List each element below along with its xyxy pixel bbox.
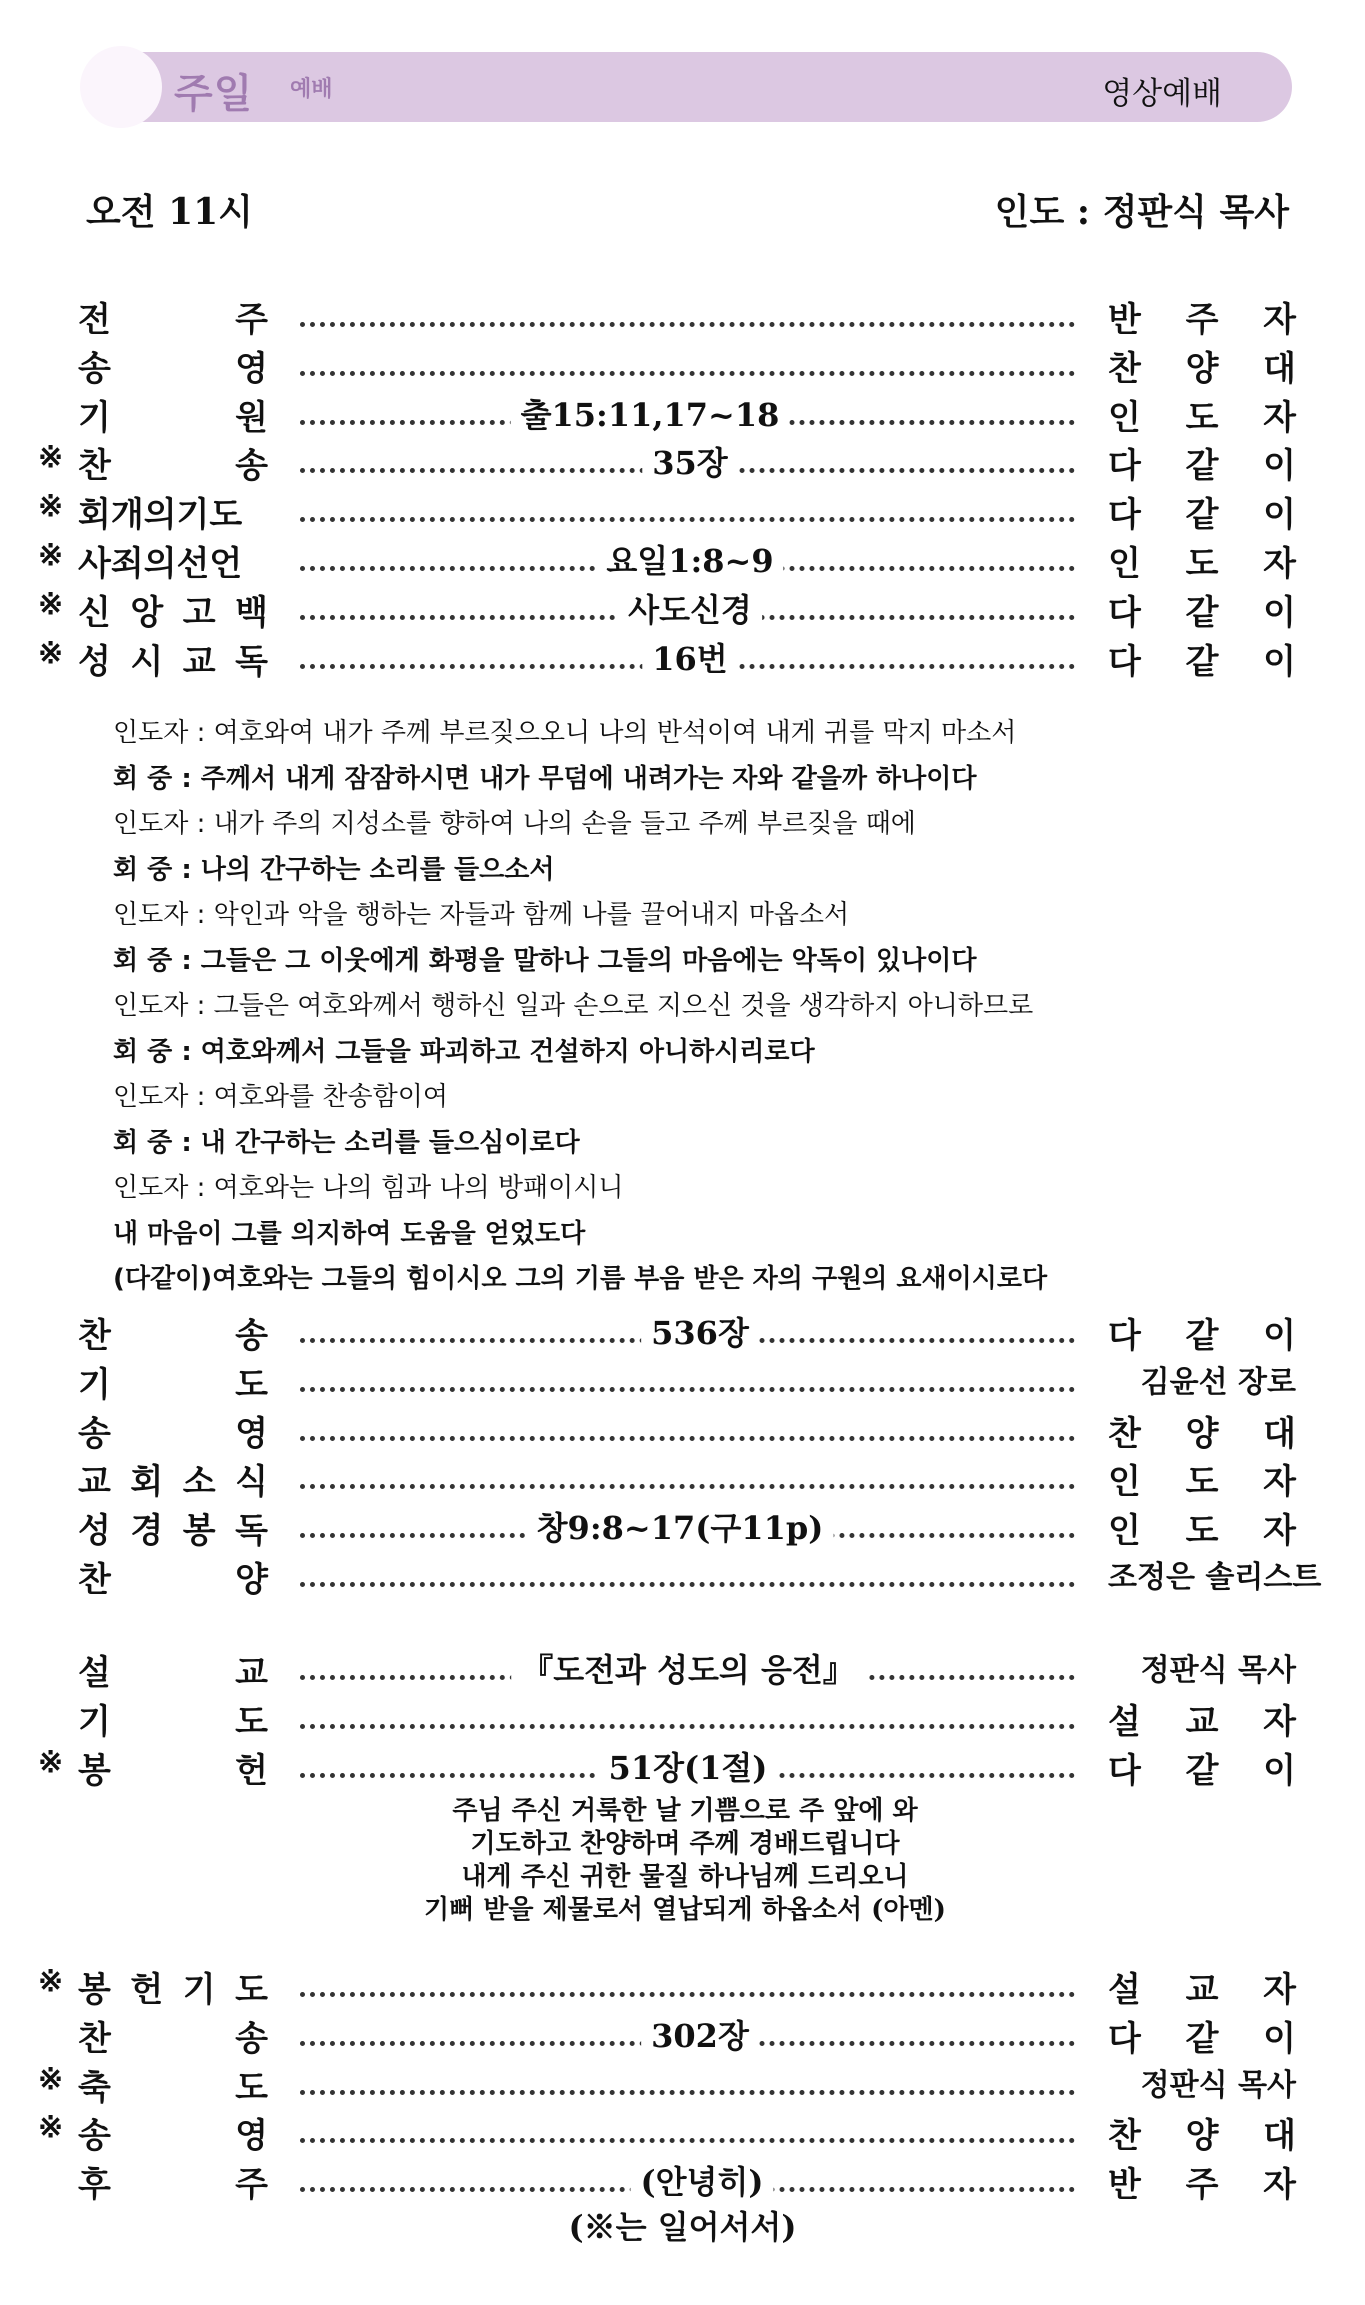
standing-mark: ※ xyxy=(38,1744,64,1780)
order-row xyxy=(0,1962,1365,2010)
order-row xyxy=(0,1406,1365,1454)
order-item-label: 찬 송 xyxy=(78,1316,268,1356)
order-item-detail: 출15:11,17~18 xyxy=(511,390,790,436)
verse-line: 기도하고 찬양하며 주께 경배드립니다 xyxy=(470,1829,900,1859)
order-row xyxy=(0,390,1365,438)
order-item-responder: 정판식 목사 xyxy=(1140,2067,1296,2103)
order-row xyxy=(0,1308,1365,1356)
reading-line: 인도자 : 내가 주의 지성소를 향하여 나의 손을 들고 주께 부르짖을 때에 xyxy=(113,809,916,839)
order-item-label: 성 시 교 독 xyxy=(78,641,268,682)
verse-line: 주님 주신 거룩한 날 기쁨으로 주 앞에 와 xyxy=(452,1796,918,1826)
standing-note: (※는 일어서서) xyxy=(568,2208,797,2246)
dotted-leader xyxy=(300,1694,1075,1742)
order-item-responder: 다 같 이 xyxy=(1108,446,1296,487)
order-row xyxy=(0,585,1365,633)
order-item-responder: 찬 양 대 xyxy=(1108,348,1296,389)
order-item-responder: 정판식 목사 xyxy=(1140,1653,1296,1688)
order-item-label: 축 도 xyxy=(78,2067,268,2108)
order-item-label: 기 원 xyxy=(78,397,268,438)
order-item-responder: 다 같 이 xyxy=(1108,641,1296,682)
order-item-responder: 다 같 이 xyxy=(1108,1316,1296,1356)
standing-mark: ※ xyxy=(38,489,64,525)
order-item-responder: 조정은 솔리스트 xyxy=(1108,1560,1322,1595)
order-item-responder: 인 도 자 xyxy=(1108,397,1296,438)
order-item-detail: 『도전과 성도의 응전』 xyxy=(511,1645,865,1691)
order-item-label: 회개의기도 xyxy=(78,495,243,536)
order-item-responder: 다 같 이 xyxy=(1108,592,1296,633)
order-row xyxy=(0,2157,1365,2205)
order-item-label: 기 도 xyxy=(78,1701,268,1742)
reading-line: 인도자 : 여호와를 찬송함이여 xyxy=(113,1082,448,1112)
order-item-responder: 설 교 자 xyxy=(1108,1701,1296,1742)
reading-line: 인도자 : 그들은 여호와께서 행하신 일과 손으로 지으신 것을 생각하지 아니하므로 xyxy=(113,991,1034,1021)
offering-verse xyxy=(300,1795,1070,1927)
standing-mark: ※ xyxy=(38,586,64,622)
dotted-leader xyxy=(300,1357,1075,1405)
order-row xyxy=(0,1454,1365,1502)
reading-line: 내 마음이 그를 의지하여 도움을 얻었도다 xyxy=(113,1218,586,1249)
banner-subtitle: 예배 xyxy=(290,77,333,102)
order-row xyxy=(0,1743,1365,1791)
order-item-detail: 302장 xyxy=(641,2011,759,2057)
standing-mark: ※ xyxy=(38,635,64,671)
reading-line: 회 중 : 나의 간구하는 소리를 들으소서 xyxy=(113,854,555,885)
order-item-responder: 다 같 이 xyxy=(1108,495,1296,536)
dotted-leader xyxy=(300,1962,1075,2010)
dotted-leader xyxy=(300,1552,1075,1600)
order-item-label: 교 회 소 식 xyxy=(78,1462,268,1503)
order-item-label: 송 영 xyxy=(78,1413,268,1454)
order-row xyxy=(0,341,1365,389)
order-item-label: 신 앙 고 백 xyxy=(78,592,268,633)
dotted-leader xyxy=(300,2108,1075,2156)
order-item-responder: 다 같 이 xyxy=(1108,1750,1296,1791)
video-worship-label: 영상예배 xyxy=(1102,76,1222,112)
order-row xyxy=(0,1552,1365,1600)
reading-line: 회 중 : 여호와께서 그들을 파괴하고 건설하지 아니하시리로다 xyxy=(113,1036,815,1067)
order-item-label: 송 영 xyxy=(78,2116,268,2157)
order-item-detail: 35장 xyxy=(642,438,737,484)
verse-line: 내게 주신 귀한 물질 하나님께 드리오니 xyxy=(461,1862,909,1892)
reading-line: 인도자 : 악인과 악을 행하는 자들과 함께 나를 끌어내지 마옵소서 xyxy=(113,900,850,930)
order-row xyxy=(0,536,1365,584)
standing-mark: ※ xyxy=(38,440,64,476)
dotted-leader xyxy=(300,341,1075,389)
order-row xyxy=(0,487,1365,535)
service-time: 오전 11시 xyxy=(86,191,253,233)
reading-line: 회 중 : 그들은 그 이웃에게 화평을 말하나 그들의 마음에는 악독이 있나이다 xyxy=(113,945,977,976)
header-banner xyxy=(86,52,1292,122)
dotted-leader xyxy=(300,1406,1075,1454)
order-row xyxy=(0,2108,1365,2156)
reading-line: 인도자 : 여호와여 내가 주께 부르짖으오니 나의 반석이여 내게 귀를 막지 마소서 xyxy=(113,718,1017,748)
order-row xyxy=(0,1357,1365,1405)
standing-mark: ※ xyxy=(38,538,64,573)
order-item-responder: 인 도 자 xyxy=(1108,1462,1296,1503)
reading-line: 회 중 : 내 간구하는 소리를 들으심이로다 xyxy=(113,1127,580,1158)
order-item-responder: 찬 양 대 xyxy=(1108,1413,1296,1454)
order-item-detail: 536장 xyxy=(641,1308,759,1354)
reading-line: 인도자 : 여호와는 나의 힘과 나의 방패이시니 xyxy=(113,1173,624,1203)
reading-line: (다같이)여호와는 그들의 힘이시오 그의 기름 부음 받은 자의 구원의 요새이시로다 xyxy=(113,1264,1048,1294)
order-item-responder: 인 도 자 xyxy=(1108,1511,1296,1552)
order-item-detail: (안녕히) xyxy=(630,2157,773,2203)
dotted-leader xyxy=(300,1454,1075,1502)
responsive-reading xyxy=(113,711,1273,1303)
dotted-leader xyxy=(300,292,1075,340)
dotted-leader xyxy=(300,487,1075,535)
order-row xyxy=(0,2060,1365,2108)
order-item-label: 찬 양 xyxy=(78,1560,268,1600)
order-row xyxy=(0,1694,1365,1742)
verse-line: 기뻐 받을 제물로서 열납되게 하옵소서 (아멘) xyxy=(424,1895,946,1925)
order-item-label: 찬 송 xyxy=(78,2018,268,2059)
order-item-label: 사죄의선언 xyxy=(78,544,243,584)
order-item-detail: 요일1:8~9 xyxy=(596,536,783,582)
service-leader: 인도 : 정판식 목사 xyxy=(994,191,1289,233)
standing-mark: ※ xyxy=(38,2061,64,2097)
banner-decoration xyxy=(80,46,162,128)
order-item-responder: 설 교 자 xyxy=(1108,1970,1296,2010)
banner-title: 주일 xyxy=(174,71,254,117)
order-item-label: 설 교 xyxy=(78,1653,268,1693)
order-item-responder: 반 주 자 xyxy=(1108,300,1296,340)
order-item-label: 후 주 xyxy=(78,2165,268,2206)
order-item-responder: 다 같 이 xyxy=(1108,2018,1296,2059)
order-item-responder: 반 주 자 xyxy=(1108,2165,1296,2206)
order-item-label: 봉 헌 기 도 xyxy=(78,1970,268,2010)
order-item-responder: 인 도 자 xyxy=(1108,544,1296,584)
order-item-label: 전 주 xyxy=(78,300,268,340)
dotted-leader xyxy=(300,2060,1075,2108)
standing-mark: ※ xyxy=(38,2110,64,2146)
standing-mark: ※ xyxy=(38,1964,64,1999)
order-item-detail: 51장(1절) xyxy=(599,1743,778,1789)
order-item-label: 찬 송 xyxy=(78,446,268,487)
order-item-responder: 김윤선 장로 xyxy=(1140,1364,1296,1400)
order-item-detail: 사도신경 xyxy=(618,585,762,631)
order-row xyxy=(0,2011,1365,2059)
order-item-detail: 16번 xyxy=(642,634,737,680)
order-row xyxy=(0,1503,1365,1551)
order-item-detail: 창9:8~17(구11p) xyxy=(527,1503,834,1549)
order-row xyxy=(0,1645,1365,1693)
order-row xyxy=(0,438,1365,486)
order-row xyxy=(0,292,1365,340)
order-item-label: 송 영 xyxy=(78,348,268,389)
order-item-label: 봉 헌 xyxy=(78,1750,268,1791)
reading-line: 회 중 : 주께서 내게 잠잠하시면 내가 무덤에 내려가는 자와 같을까 하나이다 xyxy=(113,763,977,794)
order-item-label: 성 경 봉 독 xyxy=(78,1511,268,1552)
order-row xyxy=(0,634,1365,682)
order-item-label: 기 도 xyxy=(78,1364,268,1405)
order-item-responder: 찬 양 대 xyxy=(1108,2116,1296,2157)
